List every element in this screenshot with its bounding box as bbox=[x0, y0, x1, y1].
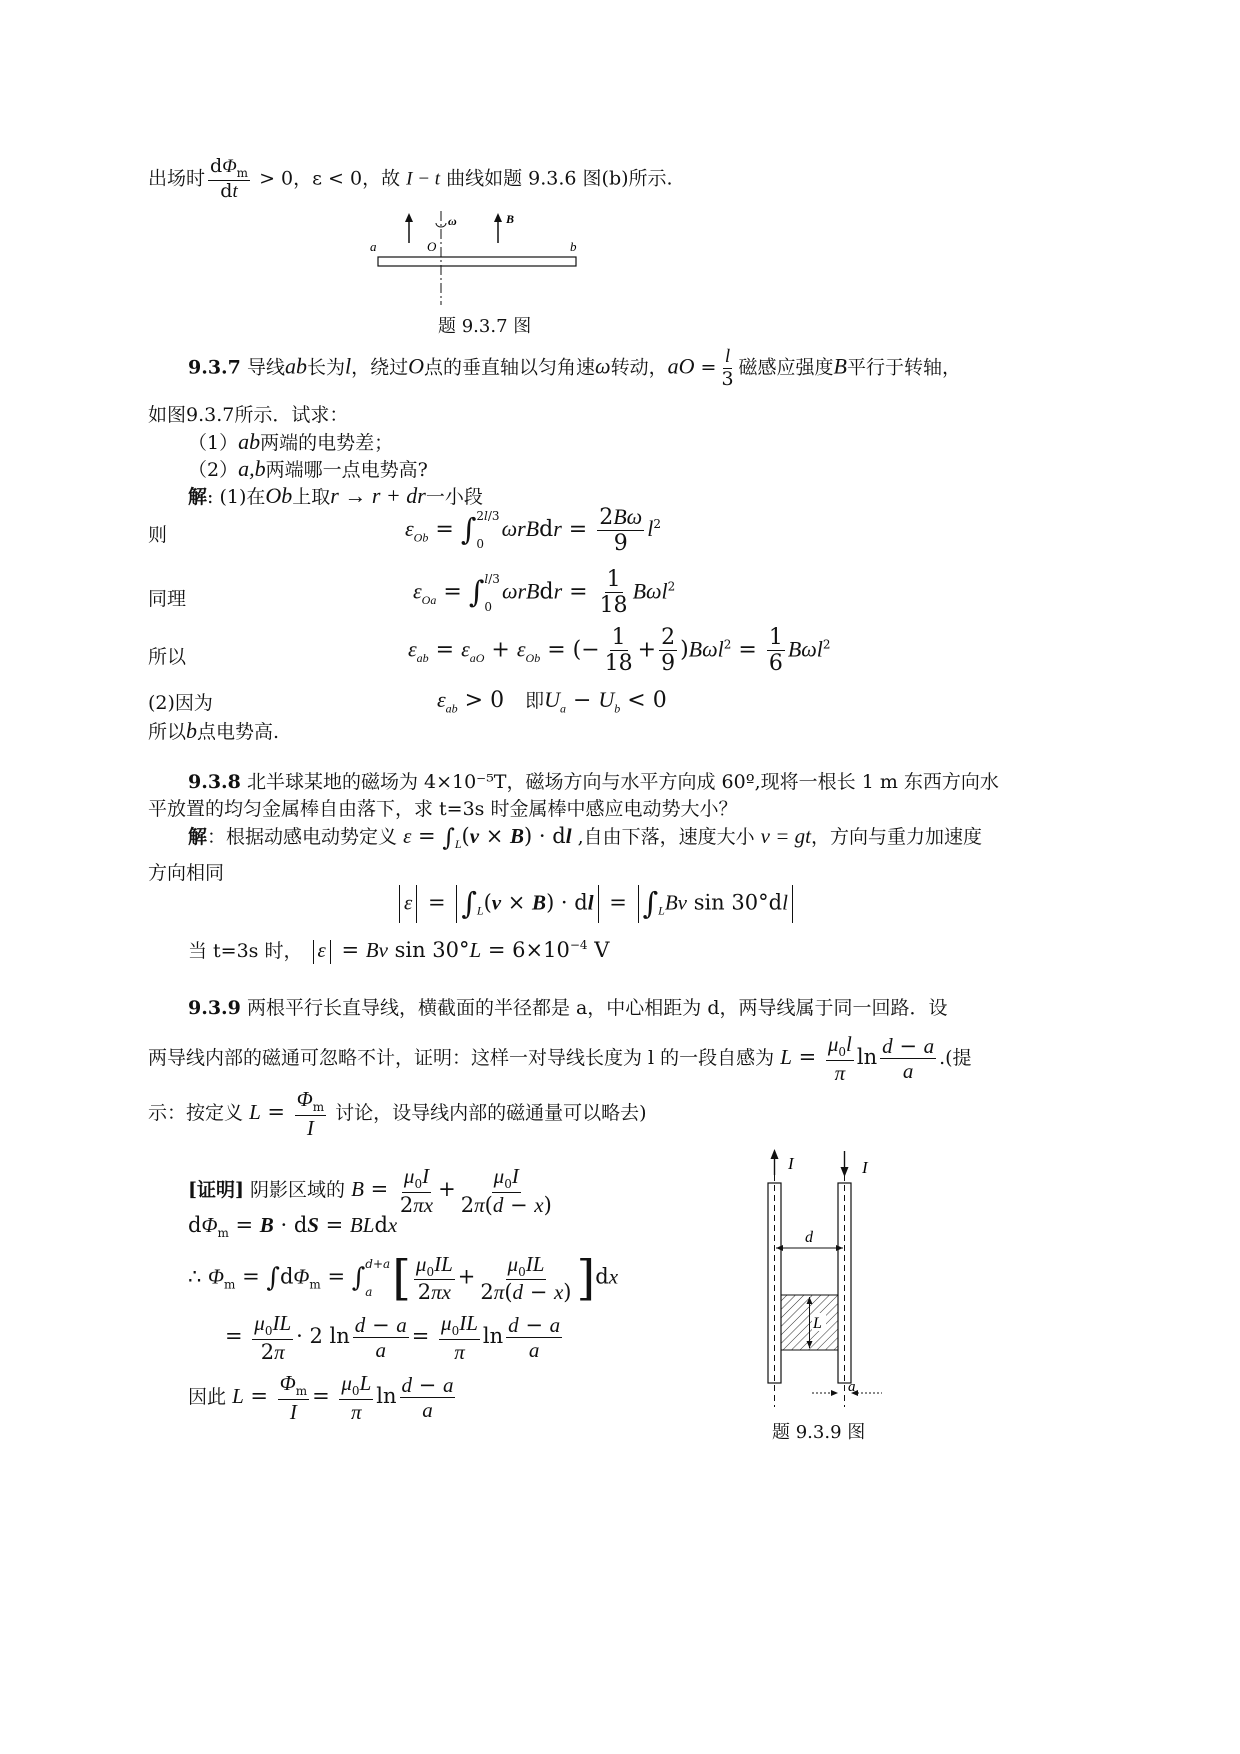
proof-line3: ∴ $\Phi_m = \int d\Phi_m$ = ∫ d+a a [ $\frac{\mu_0IL}{2\pi x}$ + $\frac{\mu_0IL}{2\pi(d - x)}$ ]dx bbox=[188, 1250, 619, 1306]
label-O: O bbox=[427, 239, 437, 254]
a-arrow-left bbox=[831, 1390, 838, 1396]
word-tongli: 同理 bbox=[148, 588, 187, 610]
label-I-right: I bbox=[862, 1158, 868, 1177]
word-yinwei: (2)因为 bbox=[148, 692, 213, 714]
figure-9-3-9 bbox=[750, 1145, 910, 1413]
proof-line1: [证明] 阴影区域的 B = $\frac{\mu_0I}{2\pi x}$ + $\frac{\mu_0I}{2\pi(d - x)}$ bbox=[188, 1164, 552, 1217]
line-1: 出场时 $\frac{d\Phi_m}{dt}$ > 0，ε < 0，故 I − t 曲线如题 9.3.6 图(b)所示. bbox=[148, 155, 673, 203]
problem-938-line2: 平放置的均匀金属棒自由落下，求 t=3s 时金属棒中感应电动势大小？ bbox=[148, 798, 738, 820]
solution-938-line2: 方向相同 bbox=[148, 862, 225, 884]
right-wire bbox=[838, 1183, 851, 1383]
label-d: d bbox=[805, 1229, 813, 1246]
label-L: L bbox=[813, 1315, 822, 1332]
figure-9-3-7 bbox=[360, 205, 590, 310]
label-a: a bbox=[370, 239, 377, 254]
d-arrow-right bbox=[836, 1245, 843, 1251]
equation-eps-Oa: $\varepsilon_{Oa}$ = ∫ l/3 0 ωrBdr = $\frac{1}{18}$ Bωl$^2$ bbox=[413, 567, 676, 619]
problem-937-q2: （2）a,b两端哪一点电势高? bbox=[188, 456, 428, 481]
conclusion-937: 所以b点电势高. bbox=[148, 718, 280, 743]
label-omega: ω bbox=[448, 214, 457, 228]
proof-line2: $d\Phi_m = B$ · dS = BLdx bbox=[188, 1213, 398, 1241]
label-a: a bbox=[848, 1379, 856, 1395]
left-current-arrow bbox=[771, 1149, 779, 1159]
problem-937-line2: 如图9.3.7所示．试求： bbox=[148, 404, 349, 426]
problem-937-line1: 9.3.7 导线ab长为l，绕过O点的垂直轴以匀角速ω转动，aO = $\frac{l}{3}$ 磁感应强度B平行于转轴， bbox=[188, 346, 962, 390]
right-current-arrow bbox=[841, 1167, 849, 1177]
l1-middle: ，ε < 0，故 bbox=[293, 167, 401, 190]
problem-939-line3: 示：按定义 L = $\frac{\Phi_m}{I}$ 讨论，设导线内部的磁通量可以略去) bbox=[148, 1087, 647, 1140]
problem-937-q1: （1）ab两端的电势差； bbox=[188, 429, 394, 454]
label-b: b bbox=[570, 239, 577, 254]
field-arrowhead-left bbox=[405, 213, 413, 222]
solution-937-line1: 解: (1)在Ob上取r → r + dr一小段 bbox=[188, 483, 483, 508]
equation-eps-positive: $\varepsilon_{ab} > 0$ 即$U_a - U_b < 0$ bbox=[437, 687, 667, 716]
fig937-caption: 题 9.3.7 图 bbox=[438, 316, 532, 337]
problem-938-line1: 9.3.8 北半球某地的磁场为 4×10⁻⁵T，磁场方向与水平方向成 60º,现将一根长 1 m 东西方向水 bbox=[188, 771, 999, 793]
equation-emf-magnitude: $\varepsilon = \int_L(v \times B)$ · dl = $\int_LBv$ sin 30°dl bbox=[395, 885, 797, 923]
solution-938-line1: 解：根据动感电动势定义 $\varepsilon = \int_L(v \times B)$ · dl ,自由下落，速度大小 v = gt，方向与重力加速度 bbox=[188, 823, 983, 852]
equation-eps-Ob: $\varepsilon_{Ob}$ = ∫ 2l/3 0 ωrBdr = $\frac{2B\omega}{9}$ $l^2$ bbox=[405, 504, 661, 557]
wire-rod bbox=[378, 257, 576, 266]
solution-938-result: 当 t=3s 时， ε = Bv $\sin 30^\circ L = 6\times 10^{-4}$ V bbox=[188, 938, 610, 962]
label-I-left: I bbox=[788, 1154, 794, 1173]
problem-939-line2: 两导线内部的磁通可忽略不计，证明：这样一对导线长度为 l 的一段自感为 L = $\frac{\mu_0l}{\pi}$ ln $\frac{d - a}{a}$ .(提 bbox=[148, 1032, 972, 1085]
field-arrowhead-right bbox=[494, 213, 502, 222]
left-wire bbox=[768, 1183, 781, 1383]
proof-line5: 因此 L = $\frac{\Phi_m}{I}$ = $\frac{\mu_0L}{\pi}$ ln $\frac{d - a}{a}$ bbox=[188, 1371, 454, 1424]
label-B: B bbox=[506, 212, 515, 226]
problem-939-line1: 9.3.9 两根平行长直导线，横截面的半径都是 a，中心相距为 d，两导线属于同一回路．设 bbox=[188, 997, 948, 1019]
d-arrow-left bbox=[776, 1245, 783, 1251]
word-suoyi: 所以 bbox=[148, 646, 187, 668]
equation-eps-ab: $\varepsilon_{ab} = \varepsilon_{aO} + \varepsilon_{Ob}$ = (− $\frac{1}{18}$ + $\frac{2}{9}$ )Bωl$^2$ = $\frac{1}{6}$ Bωl$^2$ bbox=[408, 625, 831, 677]
fig939-caption: 题 9.3.9 图 bbox=[772, 1422, 866, 1443]
word-ze: 则 bbox=[148, 524, 168, 546]
proof-line4: = $\frac{\mu_0IL}{2\pi}$ · 2 ln $\frac{d - a}{a}$ = $\frac{\mu_0IL}{\pi}$ ln $\frac{d - a}{a}$ bbox=[225, 1311, 561, 1364]
